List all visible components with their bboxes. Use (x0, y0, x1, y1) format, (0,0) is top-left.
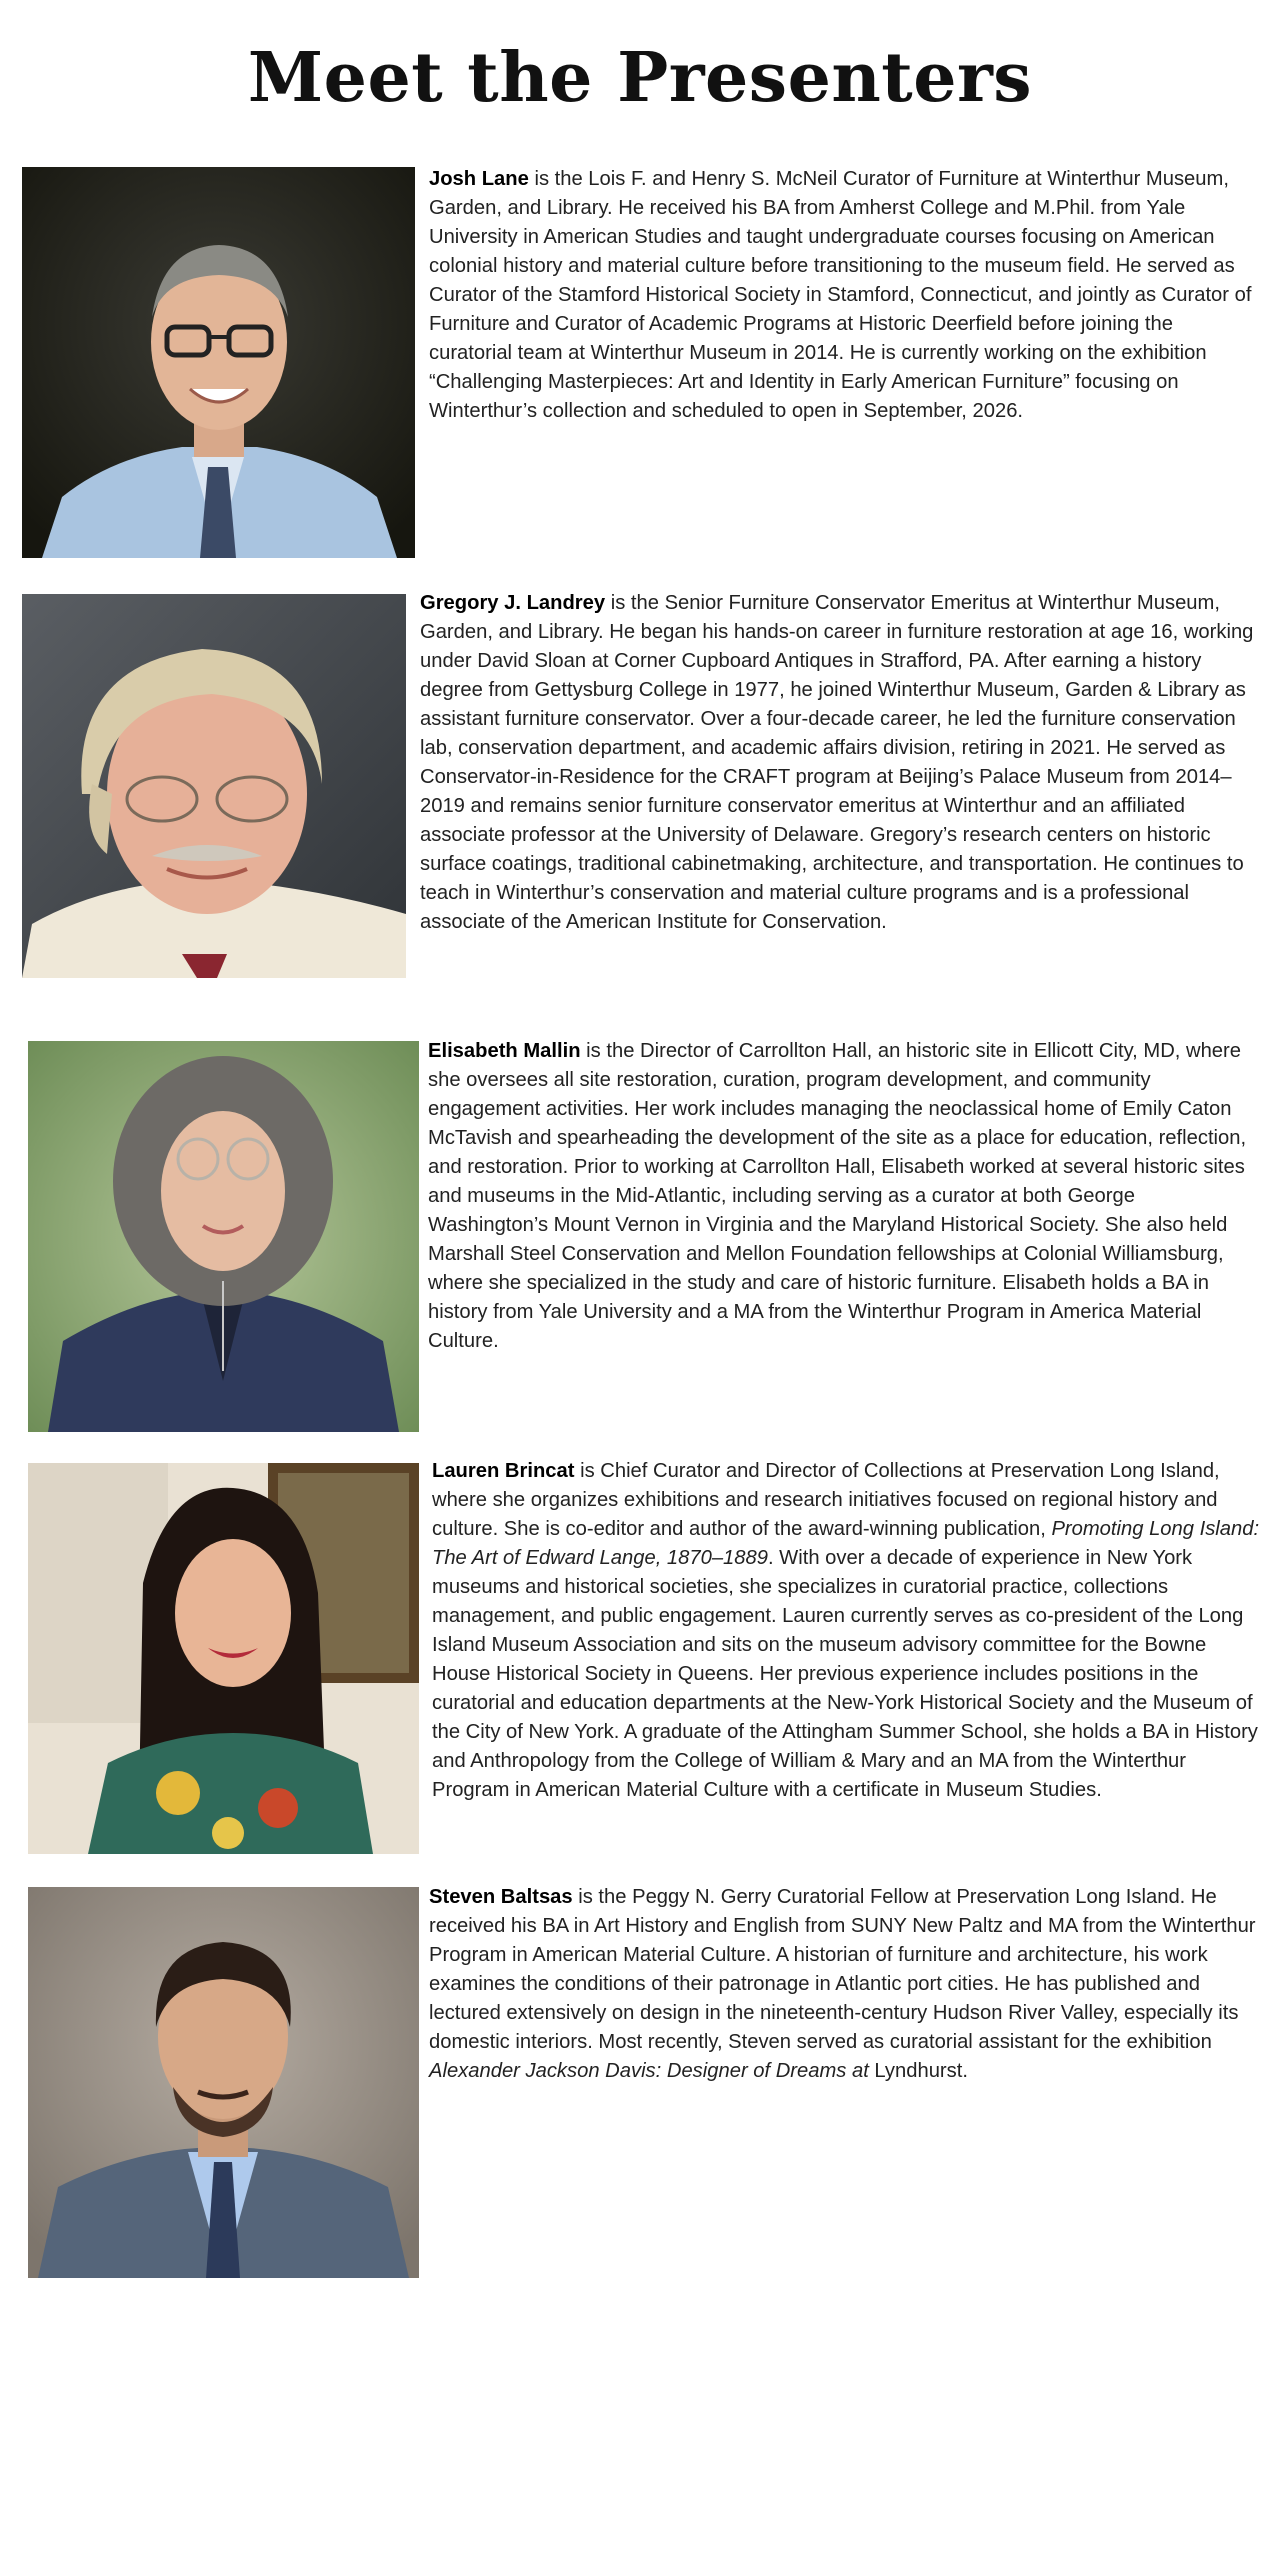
presenter-photo-steven-baltsas (28, 1887, 419, 2278)
presenter-bio-gregory-landrey: Gregory J. Landrey is the Senior Furniture Conservator Emeritus at Winterthur Museum, Garden, and Library. He began his hands-on career in furniture restoration at age 16, working under David Sloan at Corner Cupboard Antiques in Strafford, PA. After earning a history degree from Gettysburg College in 1977, he joined Winterthur Museum, Garden & Library as assistant furniture conservator. Over a four-decade career, he led the furniture conservation lab, conservation department, and academic affairs division, retiring in 2021. He served as Conservator-in-Residence for the CRAFT program at Beijing’s Palace Museum from 2014–2019 and remains senior furniture conservator emeritus at Winterthur and an affiliated associate professor at the University of Delaware. Gregory’s research centers on historic surface coatings, traditional cabinetmaking, architecture, and transportation. He continues to teach in Winterthur’s conservation and material culture programs and is a professional associate of the American Institute for Conservation. (420, 592, 1254, 933)
presenter-bio-elisabeth-mallin: Elisabeth Mallin is the Director of Carrollton Hall, an historic site in Ellicott City, MD, where she oversees all site restoration, curation, program development, and community engagement activities. Her work includes managing the neoclassical home of Emily Caton McTavish and spearheading the development of the site as a place for education, reflection, and restoration. Prior to working at Carrollton Hall, Elisabeth worked at several historic sites and museums in the Mid-Atlantic, including serving as a curator at both George Washington’s Mount Vernon in Virginia and the Maryland Historical Society. She also held Marshall Steel Conservation and Mellon Foundation fellowships at Colonial Williamsburg, where she specialized in the study and care of historic furniture. Elisabeth holds a BA in history from Yale University and a MA from the Winterthur Program in America Material Culture. (428, 1040, 1247, 1352)
presenter-bio-steven-baltsas: Steven Baltsas is the Peggy N. Gerry Curatorial Fellow at Preservation Long Island. He received his BA in Art History and English from SUNY New Paltz and MA from the Winterthur Program in American Material Culture. A historian of furniture and architecture, his work examines the conditions of their patronage in Atlantic port cities. He has published and lectured extensively on design in the nineteenth-century Hudson River Valley, especially its domestic interiors. Most recently, Steven served as curatorial assistant for the exhibition Alexander Jackson Davis: Designer of Dreams at Lyndhurst. (429, 1886, 1256, 2082)
presenter-bio-josh-lane: Josh Lane is the Lois F. and Henry S. McNeil Curator of Furniture at Winterthur Museum, Garden, and Library. He received his BA from Amherst College and M.Phil. from Yale University in American Studies and taught undergraduate courses focusing on American colonial history and material culture before transitioning to the museum field. He served as Curator of the Stamford Historical Society in Stamford, Connecticut, and jointly as Curator of Furniture and Curator of Academic Programs at Historic Deerfield before joining the curatorial team at Winterthur Museum in 2014. He is currently working on the exhibition “Challenging Masterpieces: Art and Identity in Early American Furniture” focusing on Winterthur’s collection and scheduled to open in September, 2026. (429, 168, 1252, 422)
page-title: Meet the Presenters (247, 38, 1033, 118)
presenter-name: Lauren Brincat (432, 1460, 575, 1482)
presenter-name: Elisabeth Mallin (428, 1040, 581, 1062)
presenter-name: Steven Baltsas (429, 1886, 573, 1908)
presenter-photo-elisabeth-mallin (28, 1041, 419, 1432)
presenter-photo-josh-lane (22, 167, 415, 558)
presenter-photo-lauren-brincat (28, 1463, 419, 1854)
presenter-name: Josh Lane (429, 168, 529, 190)
presenter-photo-gregory-landrey (22, 594, 406, 978)
presenter-name: Gregory J. Landrey (420, 592, 606, 614)
presenter-bio-lauren-brincat: Lauren Brincat is Chief Curator and Director of Collections at Preservation Long Island, where she organizes exhibitions and research initiatives focused on regional history and culture. She is co-editor and author of the award-winning publication, Promoting Long Island: The Art of Edward Lange, 1870–1889. With over a decade of experience in New York museums and historical societies, she specializes in curatorial practice, collections management, and public engagement. Lauren currently serves as co-president of the Long Island Museum Association and sits on the museum advisory committee for the Bowne House Historical Society in Queens. Her previous experience includes positions in the curatorial and education departments at the New-York Historical Society and the Museum of the City of New York. A graduate of the Attingham Summer School, she holds a BA in History and Anthropology from the College of William & Mary and an MA from the Winterthur Program in American Material Culture with a certificate in Museum Studies. (432, 1460, 1260, 1801)
